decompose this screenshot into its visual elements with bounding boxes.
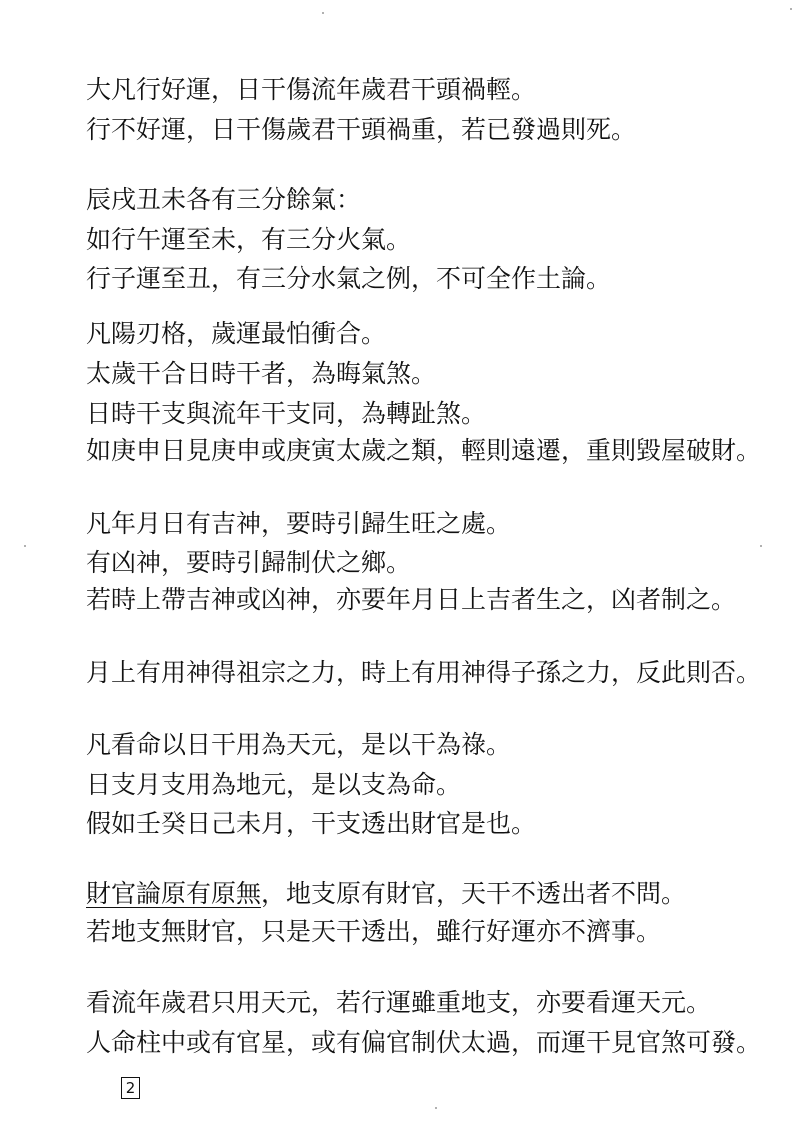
text-segment: ，地支原有財官，天干不透出者不問。 — [261, 879, 687, 908]
text-line: 凡年月日有吉神，要時引歸生旺之處。 — [86, 509, 512, 538]
text-line: 若地支無財官，只是天干透出，雖行好運亦不濟事。 — [86, 917, 662, 946]
text-line: 行不好運，日干傷歲君干頭禍重，若已發過則死。 — [86, 115, 637, 144]
text-line: 假如壬癸日己未月，干支透出財官是也。 — [86, 809, 537, 838]
scan-speck — [435, 1107, 437, 1109]
scan-speck — [322, 12, 324, 14]
text-line: 辰戌丑未各有三分餘氣： — [86, 185, 362, 214]
scan-speck — [760, 545, 762, 547]
text-line: 月上有用神得祖宗之力，時上有用神得子孫之力，反此則否。 — [86, 658, 762, 687]
text-line — [86, 874, 686, 914]
text-line: 日時干支與流年干支同，為轉趾煞。 — [86, 399, 487, 428]
scan-speck — [24, 545, 26, 547]
underlined-phrase: 財官論原有原無 — [86, 879, 262, 908]
text-line: 如庚申日見庚申或庚寅太歲之類，輕則遠遷，重則毀屋破財。 — [86, 436, 762, 465]
text-line: 看流年歲君只用天元，若行運雖重地支，亦要看運天元。 — [86, 988, 712, 1017]
text-line: 大凡行好運，日干傷流年歲君干頭禍輕。 — [86, 75, 537, 104]
text-line: 人命柱中或有官星，或有偏官制伏太過，而運干見官煞可發。 — [86, 1028, 762, 1057]
text-line: 行子運至丑，有三分水氣之例，不可全作土論。 — [86, 264, 612, 293]
text-line: 太歲干合日時干者，為晦氣煞。 — [86, 359, 437, 388]
text-line: 若時上帶吉神或凶神，亦要年月日上吉者生之，凶者制之。 — [86, 585, 737, 614]
text-line: 有凶神，要時引歸制伏之鄉。 — [86, 548, 412, 577]
text-line: 日支月支用為地元，是以支為命。 — [86, 770, 462, 799]
page-number: 2 — [121, 1077, 140, 1099]
text-line: 凡陽刃格，歲運最怕衝合。 — [86, 319, 387, 348]
scan-speck — [790, 8, 792, 10]
text-line: 如行午運至未，有三分火氣。 — [86, 225, 412, 254]
text-line: 凡看命以日干用為天元，是以干為祿。 — [86, 730, 512, 759]
